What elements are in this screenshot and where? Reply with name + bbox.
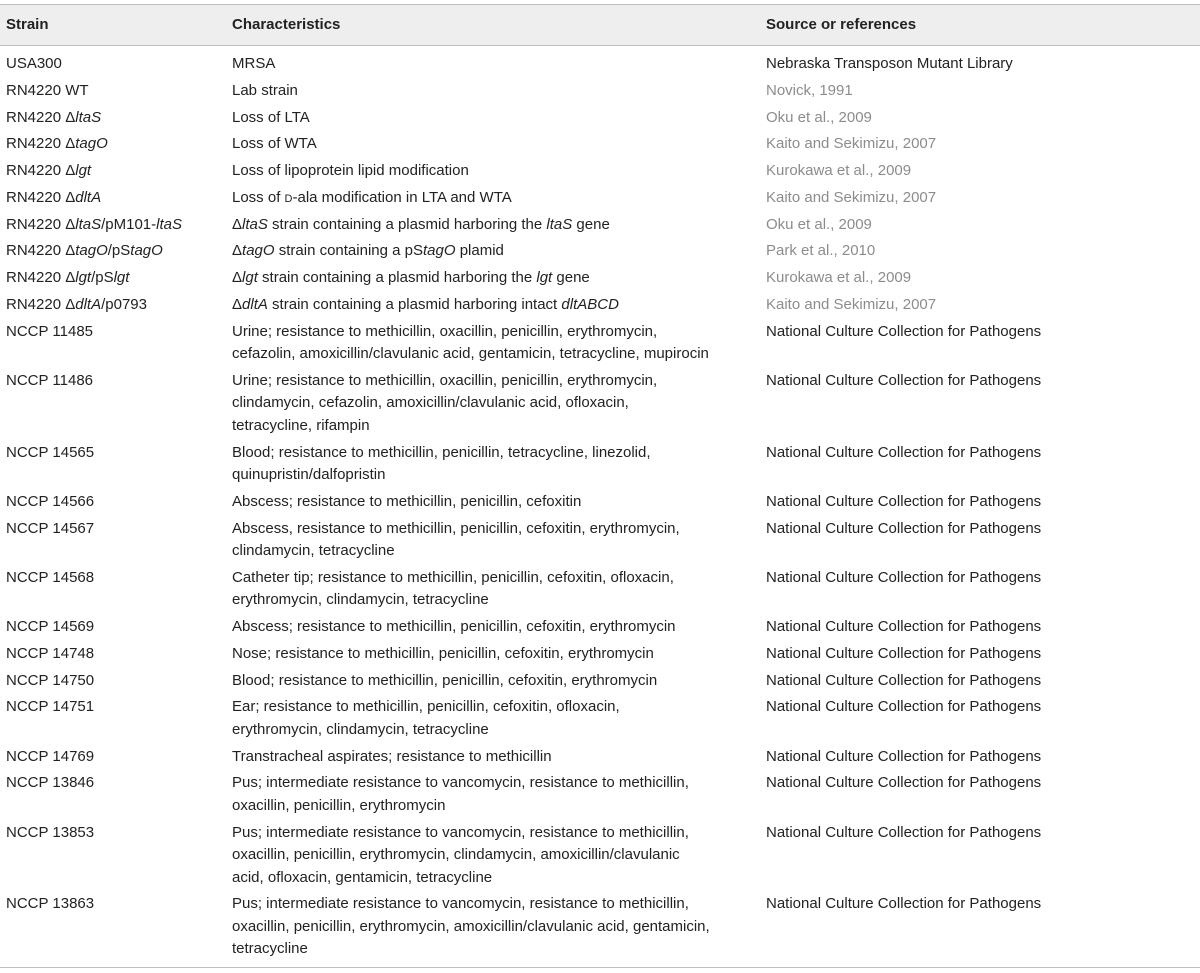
italic-text: dltA xyxy=(242,295,268,313)
italic-text: dltA xyxy=(75,188,102,206)
table-row xyxy=(0,132,1200,159)
cell-characteristics: ΔltaS strain containing a plasmid harboring the ltaS gene xyxy=(232,215,610,233)
cell-characteristics: Pus; intermediate resistance to vancomycin, resistance to methicillin, oxacillin, penicillin, erythromycin, clindamycin, amoxicillin/clavulanic acid, ofloxacin, gentamicin, tetracycline xyxy=(232,823,689,886)
cell-source: National Culture Collection for Pathogens xyxy=(766,823,1042,841)
italic-text: lgt xyxy=(242,269,258,286)
table-row xyxy=(0,614,1200,641)
cell-characteristics: MRSA xyxy=(232,55,276,72)
table-row xyxy=(0,78,1200,105)
table-row xyxy=(0,239,1200,266)
cell-strain: RN4220 ΔdltA xyxy=(6,188,102,206)
header-strain: Strain xyxy=(0,5,226,46)
cell-strain: NCCP 14751 xyxy=(6,698,95,716)
cell-characteristics: ΔdltA strain containing a plasmid harboring intact dltABCD xyxy=(232,295,619,313)
italic-text: lgt xyxy=(536,269,553,286)
table-row xyxy=(0,319,1200,368)
cell-strain: NCCP 14565 xyxy=(6,443,95,461)
table-row xyxy=(0,292,1200,319)
cell-strain: NCCP 11485 xyxy=(6,322,93,340)
cell-strain: NCCP 13846 xyxy=(6,774,95,792)
cell-source: National Culture Collection for Pathogens xyxy=(766,747,1042,765)
italic-text: tagO xyxy=(423,242,456,260)
cell-characteristics: Loss of d-ala modification in LTA and WTA xyxy=(232,188,512,206)
cell-characteristics: Abscess; resistance to methicillin, penicillin, cefoxitin, erythromycin xyxy=(232,618,676,635)
cell-source: National Culture Collection for Pathogens xyxy=(766,443,1042,461)
table-row xyxy=(0,158,1200,185)
table-row xyxy=(0,368,1200,440)
italic-text: tagO xyxy=(75,135,108,153)
table-row xyxy=(0,185,1200,212)
table-row xyxy=(0,105,1200,132)
cell-characteristics: Δlgt strain containing a plasmid harboring the lgt gene xyxy=(232,269,590,286)
table-row xyxy=(0,668,1200,695)
cell-characteristics: Pus; intermediate resistance to vancomycin, resistance to methicillin, oxacillin, penicillin, erythromycin, amoxicillin/clavulanic acid, gentamicin, tetracycline xyxy=(226,892,760,968)
cell-source: National Culture Collection for Pathogens xyxy=(766,698,1042,716)
cell-source: National Culture Collection for Pathogens xyxy=(766,568,1042,586)
table-row xyxy=(0,46,1200,79)
cell-characteristics: Pus; intermediate resistance to vancomycin, resistance to methicillin, oxacillin, penicillin, erythromycin xyxy=(232,774,689,814)
cell-strain: NCCP 14769 xyxy=(6,747,95,765)
reference-link[interactable]: Novick, 1991 xyxy=(766,81,853,99)
cell-strain: NCCP 14566 xyxy=(6,492,95,510)
cell-source: National Culture Collection for Pathogens xyxy=(766,492,1042,510)
table-row xyxy=(0,516,1200,565)
cell-strain: RN4220 Δlgt/pSlgt xyxy=(6,269,130,286)
cell-characteristics: Abscess, resistance to methicillin, penicillin, cefoxitin, erythromycin, clindamycin, tetracycline xyxy=(232,519,680,559)
table-row xyxy=(0,892,1200,968)
italic-text: ltaS xyxy=(156,215,182,233)
cell-strain: RN4220 ΔtagO xyxy=(6,135,108,153)
cell-strain: NCCP 14569 xyxy=(6,618,95,635)
cell-strain: NCCP 13863 xyxy=(0,892,226,968)
italic-text: ltaS xyxy=(75,215,102,233)
italic-text: tagO xyxy=(242,242,275,260)
header-row xyxy=(0,5,1200,46)
cell-source: National Culture Collection for Pathogens xyxy=(766,618,1042,635)
italic-text: tagO xyxy=(75,242,108,260)
cell-characteristics: Lab strain xyxy=(232,81,298,99)
reference-link[interactable]: Park et al., 2010 xyxy=(766,242,876,260)
small-caps-text: d xyxy=(284,188,293,206)
table-row xyxy=(0,744,1200,771)
reference-link[interactable]: Kaito and Sekimizu, 2007 xyxy=(766,188,937,206)
table-row xyxy=(0,641,1200,668)
cell-source: National Culture Collection for Pathogens xyxy=(766,644,1042,662)
cell-characteristics: ΔtagO strain containing a pStagO plamid xyxy=(232,242,504,260)
strain-table xyxy=(0,4,1200,968)
table-body xyxy=(0,46,1200,968)
cell-strain: RN4220 ΔtagO/pStagO xyxy=(6,242,163,260)
cell-source: Nebraska Transposon Mutant Library xyxy=(766,55,1013,72)
cell-source: National Culture Collection for Pathogens xyxy=(766,322,1042,340)
reference-link[interactable]: Kurokawa et al., 2009 xyxy=(766,269,912,286)
cell-characteristics: Transtracheal aspirates; resistance to methicillin xyxy=(232,747,552,765)
cell-source: National Culture Collection for Pathogens xyxy=(766,774,1042,792)
cell-strain: RN4220 ΔdltA/p0793 xyxy=(6,295,147,313)
cell-strain: NCCP 14568 xyxy=(6,568,95,586)
header-source: Source or references xyxy=(760,5,1200,46)
cell-strain: NCCP 13853 xyxy=(6,823,95,841)
table-row xyxy=(0,820,1200,892)
italic-text: lgt xyxy=(113,269,130,286)
reference-link[interactable]: Kaito and Sekimizu, 2007 xyxy=(766,295,937,313)
cell-characteristics: Blood; resistance to methicillin, penicillin, tetracycline, linezolid, quinupristin/dalfopristin xyxy=(232,443,651,483)
reference-link[interactable]: Kurokawa et al., 2009 xyxy=(766,162,912,179)
italic-text: ltaS xyxy=(242,215,268,233)
reference-link[interactable]: Kaito and Sekimizu, 2007 xyxy=(766,135,937,153)
cell-strain: RN4220 Δlgt xyxy=(6,162,92,179)
italic-text: tagO xyxy=(130,242,163,260)
cell-source: National Culture Collection for Pathogens xyxy=(766,371,1042,389)
italic-text: lgt xyxy=(75,269,92,286)
cell-source: National Culture Collection for Pathogens xyxy=(766,671,1042,689)
italic-text: lgt xyxy=(75,162,92,179)
cell-strain: NCCP 11486 xyxy=(6,371,93,389)
reference-link[interactable]: Oku et al., 2009 xyxy=(766,108,872,126)
table-row xyxy=(0,489,1200,516)
table-header xyxy=(0,5,1200,46)
cell-strain: NCCP 14748 xyxy=(6,644,95,662)
cell-strain: NCCP 14567 xyxy=(6,519,95,537)
cell-strain: RN4220 ΔltaS xyxy=(6,108,102,126)
cell-characteristics: Urine; resistance to methicillin, oxacillin, penicillin, erythromycin, clindamycin, cefazolin, amoxicillin/clavulanic acid, ofloxacin, tetracycline, rifampin xyxy=(232,371,658,434)
table-row xyxy=(0,265,1200,292)
italic-text: ltaS xyxy=(75,108,102,126)
table-row xyxy=(0,212,1200,239)
italic-text: ltaS xyxy=(546,215,573,233)
italic-text: dltA xyxy=(75,295,102,313)
cell-characteristics: Ear; resistance to methicillin, penicillin, cefoxitin, ofloxacin, erythromycin, clindamycin, tetracycline xyxy=(232,698,620,738)
cell-strain: RN4220 ΔltaS/pM101-ltaS xyxy=(6,215,182,233)
cell-characteristics: Abscess; resistance to methicillin, penicillin, cefoxitin xyxy=(232,492,582,510)
table-row xyxy=(0,771,1200,820)
table-row xyxy=(0,695,1200,744)
table-row xyxy=(0,440,1200,489)
cell-characteristics: Loss of WTA xyxy=(232,135,317,153)
table-row xyxy=(0,565,1200,614)
header-characteristics: Characteristics xyxy=(226,5,760,46)
cell-strain: NCCP 14750 xyxy=(6,671,95,689)
cell-strain: USA300 xyxy=(6,55,62,72)
cell-characteristics: Loss of lipoprotein lipid modification xyxy=(232,162,469,179)
cell-characteristics: Nose; resistance to methicillin, penicillin, cefoxitin, erythromycin xyxy=(232,644,654,662)
italic-text: dltABCD xyxy=(561,295,619,313)
cell-source: National Culture Collection for Pathogens xyxy=(766,519,1042,537)
cell-characteristics: Catheter tip; resistance to methicillin, penicillin, cefoxitin, ofloxacin, erythromycin, clindamycin, tetracycline xyxy=(232,568,674,609)
cell-strain: RN4220 WT xyxy=(6,81,89,99)
cell-characteristics: Urine; resistance to methicillin, oxacillin, penicillin, erythromycin, cefazolin, amoxicillin/clavulanic acid, gentamicin, tetracycline, mupirocin xyxy=(232,322,709,362)
cell-characteristics: Blood; resistance to methicillin, penicillin, cefoxitin, erythromycin xyxy=(232,671,658,689)
cell-characteristics: Loss of LTA xyxy=(232,108,310,126)
cell-source: National Culture Collection for Pathogens xyxy=(760,892,1200,968)
reference-link[interactable]: Oku et al., 2009 xyxy=(766,215,872,233)
